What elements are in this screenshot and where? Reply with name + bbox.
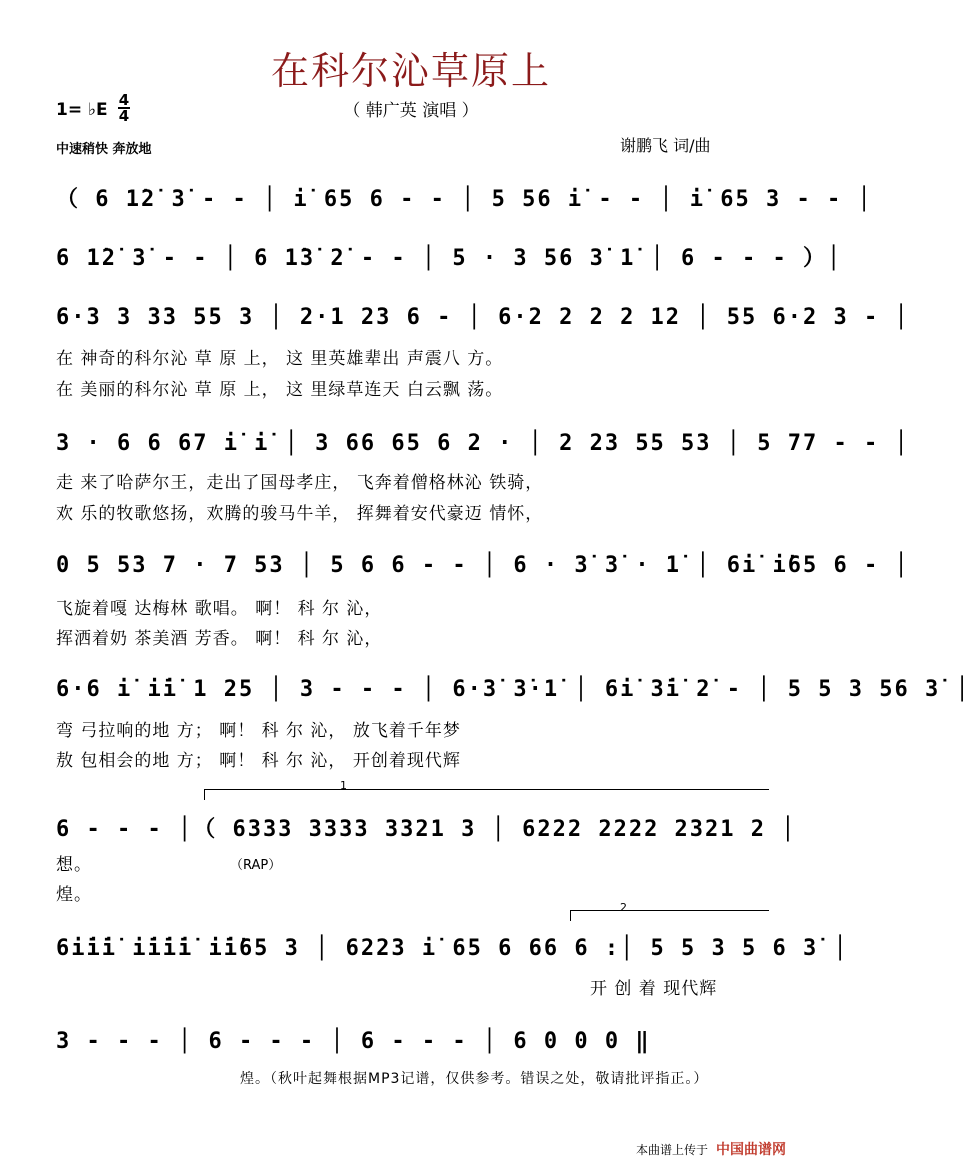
- score-row-8: 6i̇i̇i̇ i̇i̇i̇i̇ i̇i̇65 3 │ 6223 i̇ 65 6 66 6 :│ 5 5 3 5 6 3̇ │: [56, 936, 849, 961]
- lyric-row-6-verse-1: 弯 弓拉响的地 方； 啊！ 科 尔 沁， 放飞着千年梦: [56, 721, 461, 741]
- time-signature-top: 4: [118, 91, 130, 109]
- score-title: 在科尔沁草原上: [270, 49, 551, 93]
- score-row-9: 3 - - - │ 6 - - - │ 6 - - - │ 6 0 0 0 ‖: [56, 1029, 651, 1054]
- lyric-row-3-verse-1: 在 神奇的科尔沁 草 原 上， 这 里英雄辈出 声震八 方。: [56, 349, 504, 369]
- lyric-row-9-and-note: 煌。（秋叶起舞根据MP3记谱，仅供参考。错误之处，敬请批评指正。）: [240, 1071, 709, 1087]
- volta-bracket-2: [570, 910, 769, 921]
- score-row-7: 6 - - - │（ 6333 3333 3321 3 │ 6222 2222 2321 2 │: [56, 817, 797, 842]
- score-row-5: 0 5 53 7 · 7 53 │ 5 6 6 - - │ 6 · 3̇ 3̇ · 1̇ │ 6i̇ i̇65 6 - │: [56, 553, 910, 578]
- lyricist-composer: 谢鹏飞 词/曲: [620, 136, 711, 155]
- score-row-1: （ 6 1̇2̇ 3̇ - - │ i̇ 65 6 - - │ 5 56 i̇ - - │ i̇ 65 3 - - │: [56, 187, 873, 212]
- rap-marking: （RAP）: [230, 858, 282, 873]
- performer-subtitle: （ 韩广英 演唱 ）: [343, 101, 479, 121]
- lyric-row-6-verse-2: 敖 包相会的地 方； 啊！ 科 尔 沁， 开创着现代辉: [56, 751, 461, 771]
- lyric-row-5-verse-1: 飞旋着嘎 达梅林 歌唱。 啊！ 科 尔 沁，: [56, 599, 383, 619]
- score-row-4: 3 · 6 6 67 i̇ i̇ │ 3 66 65 6 2 · │ 2 23 55 53 │ 5 77 - - │: [56, 431, 910, 456]
- lyric-row-3-verse-2: 在 美丽的科尔沁 草 原 上， 这 里绿草连天 白云飘 荡。: [56, 380, 504, 400]
- tempo-marking: 中速稍快 奔放地: [56, 142, 152, 157]
- lyric-row-4-verse-1: 走 来了哈萨尔王，走出了国母孝庄， 飞奔着僧格林沁 铁骑，: [56, 473, 544, 493]
- score-row-2: 6 1̇2̇ 3̇ - - │ 6 1̇3̇ 2̇ - - │ 5 · 3 56 3̇ 1̇ │ 6 - - - ）│: [56, 246, 843, 271]
- lyric-row-5-verse-2: 挥洒着奶 茶美酒 芳香。 啊！ 科 尔 沁，: [56, 629, 383, 649]
- upload-note: 本曲谱上传于: [636, 1143, 709, 1157]
- score-row-3: 6·3 3 33 55 3 │ 2·1 23 6 - │ 6·2 2 2 2 12 │ 55 6·2 3 - │: [56, 305, 910, 330]
- lyric-row-7-verse-1: 想。: [56, 855, 92, 875]
- score-row-6: 6·6 i̇ i̇i̇ 1 25 │ 3 - - - │ 6·3̇ 3̇·1̇ │ 6i̇ 3̇i̇ 2̇ - │ 5 5 3 56 3̇ │: [56, 677, 971, 702]
- key-signature: 1= ♭E: [56, 100, 108, 120]
- time-signature-bottom: 4: [118, 107, 130, 125]
- lyric-row-4-verse-2: 欢 乐的牧歌悠扬，欢腾的骏马牛羊， 挥舞着安代豪迈 情怀，: [56, 504, 544, 524]
- volta-number-1: 1: [340, 779, 347, 792]
- time-signature: [118, 93, 130, 123]
- volta-number-2: 2: [620, 901, 627, 914]
- lyric-row-7-verse-2: 煌。: [56, 885, 92, 905]
- lyric-row-8-verse-2: 开 创 着 现代辉: [590, 979, 718, 999]
- volta-bracket-1: [204, 789, 769, 800]
- site-logo: 中国曲谱网: [716, 1142, 786, 1158]
